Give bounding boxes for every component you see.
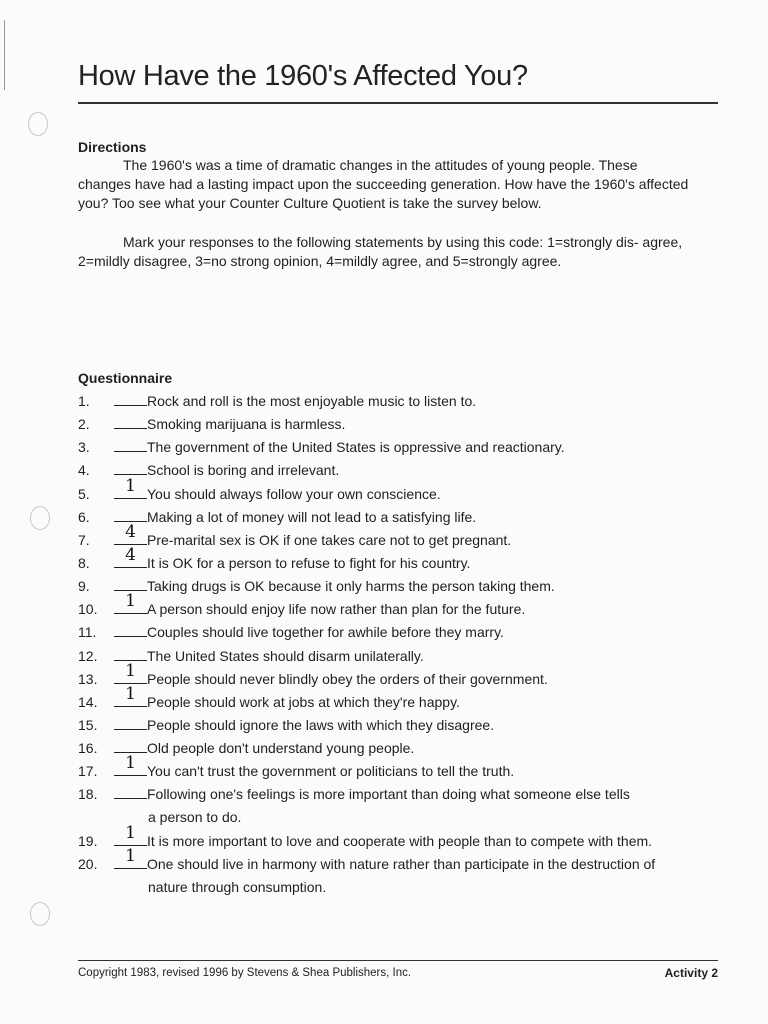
directions-paragraph: The 1960's was a time of dramatic changes in the attitudes of young people. These changes have had a lasting impact upon the succeeding generation. How have the 1960's affected you? Too see what your Counter Culture Quotient is take the survey below. (78, 157, 689, 211)
question-number: 18. (78, 786, 98, 802)
answer-blank[interactable] (114, 621, 147, 637)
answer-blank[interactable] (114, 575, 147, 591)
copyright-text: Copyright 1983, revised 1996 by Stevens & Shea Publishers, Inc. (78, 967, 412, 979)
question-text: You can't trust the government or politicians to tell the truth. (147, 763, 515, 779)
answer-blank[interactable] (114, 737, 147, 753)
answer-blank[interactable] (114, 846, 147, 869)
answer-blank[interactable] (114, 753, 147, 776)
question-text: People should ignore the laws with which they disagree. (147, 717, 495, 733)
answer-blank[interactable] (114, 522, 147, 545)
question-text: Old people don't understand young people. (147, 740, 415, 756)
handwritten-answer: 1 (125, 476, 136, 496)
activity-label: Activity 2 (664, 966, 718, 980)
question-text: One should live in harmony with nature rather than participate in the destruction of (147, 856, 656, 872)
margin-line (4, 20, 5, 90)
question-text: Following one's feelings is more important than doing what someone else tells (147, 786, 630, 802)
answer-blank[interactable] (114, 476, 147, 499)
question-number: 19. (78, 833, 98, 849)
question-number: 10. (78, 601, 98, 617)
question-number: 17. (78, 763, 98, 779)
question-text: People should work at jobs at which they're happy. (147, 694, 460, 710)
question-number: 7. (78, 532, 90, 548)
question-text: Smoking marijuana is harmless. (147, 416, 346, 432)
question-number: 9. (78, 578, 90, 594)
question-text: The United States should disarm unilaterally. (147, 648, 424, 664)
question-text: Taking drugs is OK because it only harms the person taking them. (147, 578, 555, 594)
question-number: 4. (78, 462, 90, 478)
questionnaire-heading: Questionnaire (78, 370, 173, 386)
question-text: Making a lot of money will not lead to a satisfying life. (147, 509, 477, 525)
punch-hole (30, 902, 50, 926)
question-text: The government of the United States is oppressive and reactionary. (147, 439, 565, 455)
question-number: 1. (78, 393, 90, 409)
handwritten-answer: 1 (125, 753, 136, 773)
question-number: 6. (78, 509, 90, 525)
punch-hole (30, 506, 50, 530)
question-number: 15. (78, 717, 98, 733)
question-text-continued: a person to do. (148, 809, 242, 825)
handwritten-answer: 1 (125, 823, 136, 843)
handwritten-answer: 4 (125, 522, 136, 542)
page-title: How Have the 1960's Affected You? (78, 60, 528, 92)
question-text: Couples should live together for awhile before they marry. (147, 624, 504, 640)
answer-blank[interactable] (114, 390, 147, 406)
answer-blank[interactable] (114, 436, 147, 452)
question-number: 12. (78, 648, 98, 664)
question-text: People should never blindly obey the orders of their government. (147, 671, 548, 687)
answer-blank[interactable] (114, 506, 147, 522)
answer-blank[interactable] (114, 459, 147, 475)
answer-blank[interactable] (114, 545, 147, 568)
question-number: 3. (78, 439, 90, 455)
question-text-continued: nature through consumption. (148, 879, 327, 895)
answer-blank[interactable] (114, 591, 147, 614)
footer-divider (78, 960, 718, 961)
answer-blank[interactable] (114, 823, 147, 846)
answer-blank[interactable] (114, 714, 147, 730)
question-text: It is OK for a person to refuse to fight for his country. (147, 555, 471, 571)
question-number: 8. (78, 555, 90, 571)
answer-blank[interactable] (114, 413, 147, 429)
question-text: It is more important to love and cooperate with people than to compete with them. (147, 833, 653, 849)
handwritten-answer: 1 (125, 591, 136, 611)
handwritten-answer: 1 (125, 684, 136, 704)
question-number: 5. (78, 486, 90, 502)
handwritten-answer: 4 (125, 545, 136, 565)
answer-blank[interactable] (114, 661, 147, 684)
question-text: School is boring and irrelevant. (147, 462, 340, 478)
question-number: 16. (78, 740, 98, 756)
question-number: 11. (78, 624, 97, 640)
answer-blank[interactable] (114, 783, 147, 799)
question-text: You should always follow your own conscience. (147, 486, 441, 502)
question-number: 2. (78, 416, 90, 432)
punch-hole (28, 112, 48, 136)
question-number: 20. (78, 856, 98, 872)
handwritten-answer: 1 (125, 661, 136, 681)
handwritten-answer: 1 (125, 846, 136, 866)
question-text: A person should enjoy life now rather than plan for the future. (147, 601, 526, 617)
instructions-paragraph: Mark your responses to the following statements by using this code: 1=strongly dis- agree, 2=mildly disagree, 3=no strong opinion, 4=mildly agree, and 5=strongly agree. (78, 234, 683, 269)
question-text: Pre-marital sex is OK if one takes care not to get pregnant. (147, 532, 512, 548)
question-number: 13. (78, 671, 98, 687)
directions-heading: Directions (78, 139, 147, 155)
answer-blank[interactable] (114, 645, 147, 661)
question-text: Rock and roll is the most enjoyable music to listen to. (147, 393, 477, 409)
question-number: 14. (78, 694, 98, 710)
answer-blank[interactable] (114, 684, 147, 707)
title-divider (78, 102, 718, 104)
